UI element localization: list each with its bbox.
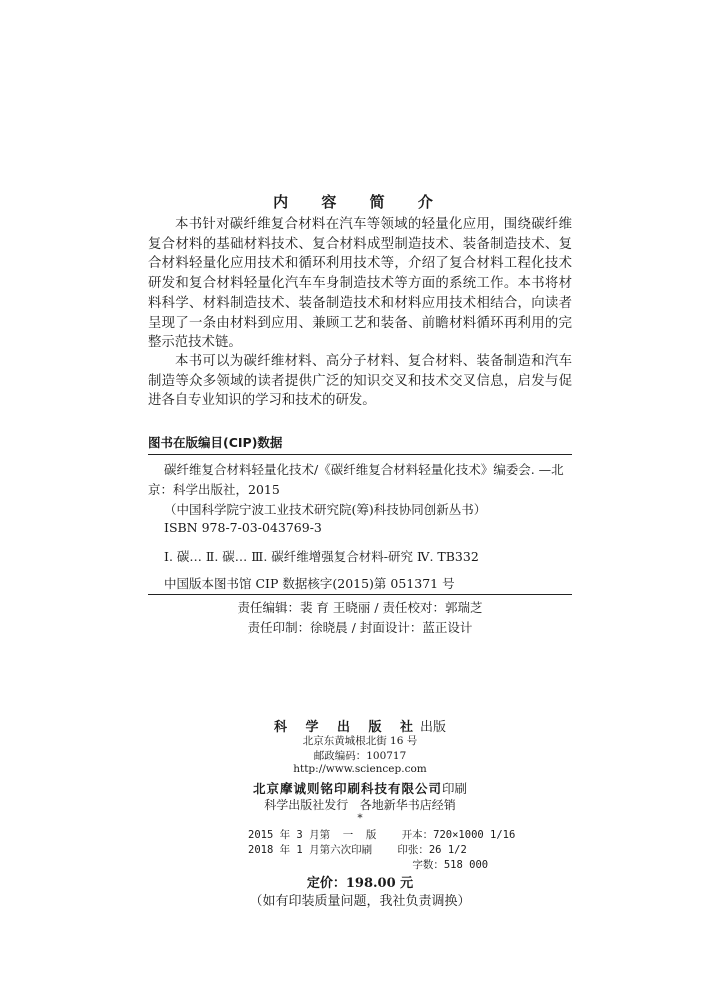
edition-line-2: 2018 年 1 月第六次印刷 印张：26 1/2 [248,844,467,856]
publisher-postcode: 邮政编码：100717 [313,750,407,762]
cip-number-line: 中国版本图书馆 CIP 数据核字(2015)第 051371 号 [164,576,455,591]
edition-line-3: 字数：518 000 [248,859,489,871]
printer-name: 北京摩诚则铭印刷科技有限公司 [252,781,442,796]
cip-title-line: 碳纤维复合材料轻量化技术/《碳纤维复合材料轻量化技术》编委会. —北 [164,462,564,477]
editor-credits: 责任编辑：裴 育 王晓丽 / 责任校对：郭瑞芝 [237,600,483,615]
edition-line-1: 2015 年 3 月第 一 版 开本：720×1000 1/16 [248,829,516,841]
distribution-line: 科学出版社发行 各地新华书店经销 [264,798,456,812]
production-credits: 责任印制：徐晓晨 / 封面设计：蓝正设计 [247,620,473,635]
cip-classification-line: Ⅰ. 碳… Ⅱ. 碳… Ⅲ. 碳纤维增强复合材料-研究 Ⅳ. TB332 [164,549,479,564]
price-label: 定价：198.00 元 [306,876,414,891]
cip-bottom-rule [148,594,572,595]
publisher-suffix: 出版 [420,720,447,735]
quality-note: （如有印装质量问题，我社负责调换） [249,894,471,909]
intro-paragraph-2: 本书可以为碳纤维材料、高分子材料、复合材料、装备制造和汽车制造等众多领域的读者提供广泛的知识交叉和技术交叉信息，启发与促进各自专业知识的学习和技术的研发。 [148,354,572,409]
printer-line [0,778,720,797]
separator-star: * [357,812,363,824]
publisher-address: 北京东黄城根北街 16 号 [302,735,418,747]
cip-series-line: （中国科学院宁波工业技术研究院(筹)科技协同创新丛书） [164,502,487,517]
intro-paragraph-1: 本书针对碳纤维复合材料在汽车等领域的轻量化应用，围绕碳纤维复合材料的基础材料技术、复合材料成型制造技术、装备制造技术、复合材料轻量化应用技术和循环利用技术等，介绍了复合材料工程化技术研发和复合材料轻量化汽车车身制造技术等方面的系统工作。本书将材料科学、材料制造技术、装备制造技术和材料应用技术相结合，向读者呈现了一条由材料到应用、兼顾工艺和装备、前瞻材料循环再利用的完整示范技术链。 [148,217,572,351]
publisher-name: 科 学 出 版 社 [273,720,421,735]
publisher-website: http://www.sciencep.com [293,763,427,775]
printer-suffix: 印刷 [442,781,468,796]
intro-title: 内 容 简 介 [273,193,447,211]
cip-isbn-line: ISBN 978-7-03-043769-3 [164,520,322,535]
cip-heading: 图书在版编目(CIP)数据 [148,435,283,450]
cip-publisher-line: 京：科学出版社，2015 [148,482,280,497]
cip-top-rule [148,454,572,455]
